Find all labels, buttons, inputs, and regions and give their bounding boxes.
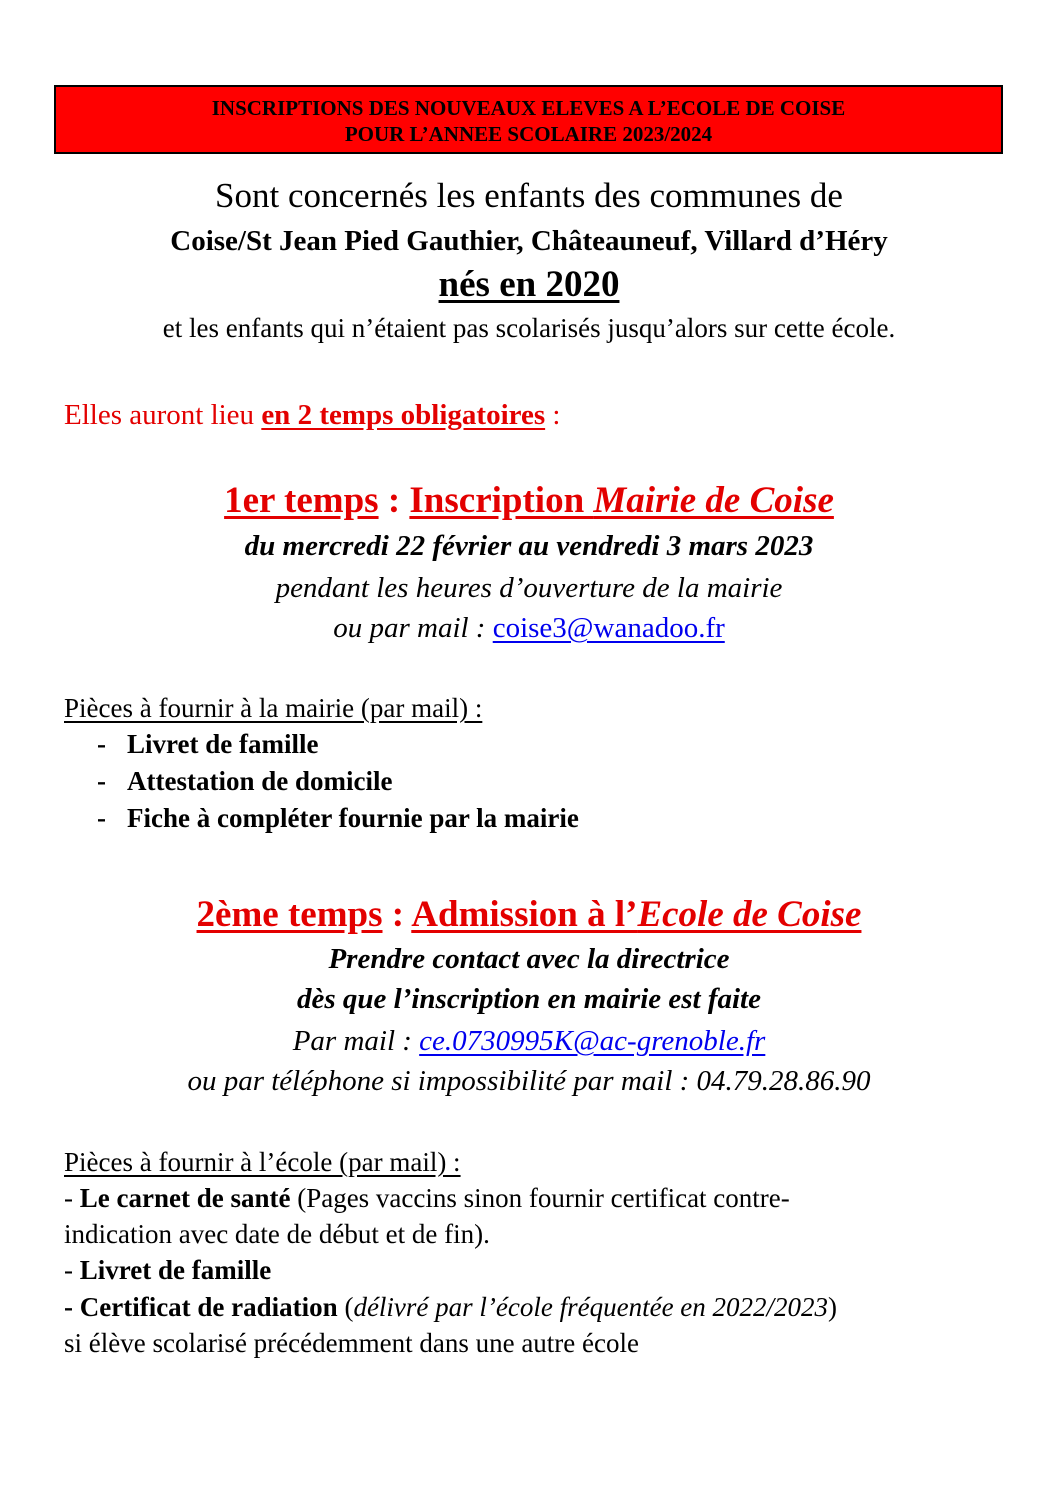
step2-mail-line	[0, 1022, 1058, 1060]
mairie-doc-2: Attestation de domicile	[127, 766, 393, 796]
school-doc-1-bold: Le carnet de santé	[79, 1183, 291, 1213]
step2-label: 2ème temps	[196, 894, 383, 935]
step1-label: 1er temps	[224, 480, 379, 521]
school-doc-2-prefix: -	[64, 1255, 80, 1285]
step1-hours: pendant les heures d’ouverture de la mairie	[275, 572, 783, 604]
intro-born: nés en 2020	[438, 264, 620, 305]
school-doc-3-close: )	[828, 1292, 838, 1322]
school-doc-3-italic: délivré par l’école fréquentée en 2022/2023	[353, 1292, 829, 1322]
header-banner	[54, 85, 1003, 154]
step2-mail-prefix: Par mail :	[292, 1025, 420, 1057]
banner-line-1: INSCRIPTIONS DES NOUVEAUX ELEVES A L’ECOLE DE COISE	[211, 96, 846, 120]
schedule-prefix: Elles auront lieu	[64, 399, 262, 431]
banner-line-2: POUR L’ANNEE SCOLAIRE 2023/2024	[344, 122, 713, 146]
step1-mail-line	[0, 609, 1058, 647]
step1-dates: du mercredi 22 février au vendredi 3 mars 2023	[244, 530, 814, 562]
mairie-docs-heading-wrap	[64, 690, 482, 726]
list-item	[97, 726, 579, 763]
school-email-link[interactable]: ce.0730995K@ac-grenoble.fr	[419, 1025, 766, 1057]
school-doc-3-bold: - Certificat de radiation	[64, 1292, 338, 1322]
school-docs-heading-wrap	[64, 1144, 461, 1180]
intro-born-wrap	[0, 262, 1058, 308]
step1-title-italic: Mairie de Coise	[593, 480, 834, 521]
list-dash: -	[97, 803, 106, 833]
school-doc-2	[64, 1252, 271, 1288]
list-item	[97, 763, 579, 800]
mairie-email-link[interactable]: coise3@wanadoo.fr	[492, 612, 725, 644]
school-doc-2-bold: Livret de famille	[79, 1255, 272, 1285]
school-doc-1	[64, 1180, 790, 1216]
school-docs-heading: Pièces à fournir à l’école (par mail) :	[64, 1147, 461, 1177]
mairie-docs-heading: Pièces à fournir à la mairie (par mail) :	[64, 693, 483, 723]
schedule-emphasis: en 2 temps obligatoires	[261, 399, 546, 431]
schedule-suffix: :	[545, 399, 561, 431]
step1-title: Inscription	[409, 480, 594, 521]
mairie-doc-3: Fiche à compléter fournie par la mairie	[127, 803, 579, 833]
school-doc-3-line-2: si élève scolarisé précédemment dans une autre école	[64, 1328, 639, 1358]
step2-contact-1: Prendre contact avec la directrice	[328, 943, 730, 975]
mairie-doc-1: Livret de famille	[127, 729, 319, 759]
school-doc-1-line-2: indication avec date de début et de fin).	[64, 1219, 490, 1249]
school-doc-1-rest: (Pages vaccins sinon fournir certificat contre-	[290, 1183, 790, 1213]
schedule-intro	[64, 396, 560, 434]
list-dash: -	[97, 766, 106, 796]
intro-line-1: Sont concernés les enfants des communes de	[215, 176, 843, 215]
step2-title: Admission à l’	[411, 894, 638, 935]
school-doc-1-prefix: -	[64, 1183, 80, 1213]
list-dash: -	[97, 729, 106, 759]
mairie-docs-list	[97, 726, 579, 837]
school-doc-3-open: (	[337, 1292, 354, 1322]
step2-phone: ou par téléphone si impossibilité par mail : 04.79.28.86.90	[187, 1065, 871, 1097]
intro-communes: Coise/St Jean Pied Gauthier, Châteauneuf, Villard d’Héry	[170, 225, 888, 257]
step2-heading	[0, 892, 1058, 938]
intro-line-4: et les enfants qui n’étaient pas scolarisés jusqu’alors sur cette école.	[162, 313, 896, 343]
step2-title-italic: Ecole de Coise	[637, 894, 862, 935]
step1-mail-prefix: ou par mail :	[333, 612, 493, 644]
step1-sep: :	[378, 480, 410, 521]
step1-heading	[0, 478, 1058, 524]
school-doc-3	[64, 1289, 837, 1325]
list-item	[97, 800, 579, 837]
step2-contact-2: dès que l’inscription en mairie est faite	[297, 983, 761, 1015]
step2-sep: :	[382, 894, 412, 935]
